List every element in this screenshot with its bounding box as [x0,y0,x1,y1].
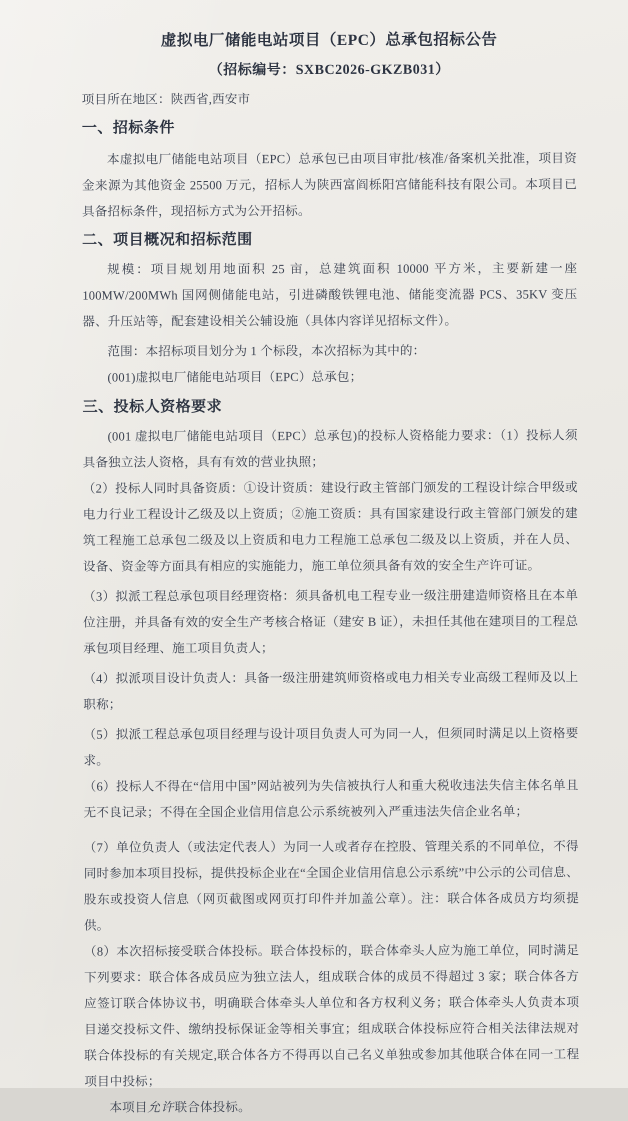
paragraph-qualification-7: （7）单位负责人（或法定代表人）为同一人或者存在控股、管理关系的不同单位，不得同时参加本项目投标，提供投标企业在“全国企业信用信息公示系统”中公示的公司信息、股东或投资人信息（网页截图或网页打印件并加盖公章）。注：联合体各成员方均须提供。 [83,839,579,933]
paragraph-qualification-1: (001 虚拟电厂储能电站项目（EPC）总承包)的投标人资格能力要求：（1）投标人须具备独立法人资格，具有有效的营业执照； [82,428,578,470]
section-heading-tender-conditions: 一、招标条件 [81,120,175,137]
paragraph-qualification-4: （4）拟派项目设计负责人：具备一级注册建筑师资格或电力相关专业高级工程师及以上职称； [83,670,579,712]
closing-suffix: 联合体投标。 [174,1100,251,1115]
paragraph-project-scale: 规模：项目规划用地面积 25 亩，总建筑面积 10000 平方米，主要新建一座 100MW/200MWh 国网侧储能电站，引进磷酸铁锂电池、储能变流器 PCS、35KV 变压器、升压站等，配套建设相关公辅设施（具体内容详见招标文件）。 [82,261,578,329]
paragraph-tender-scope: 范围：本招标项目划分为 1 个标段，本次招标为其中的： [107,343,426,359]
closing-consortium-statement [84,1093,579,1120]
paragraph-qualification-5: （5）拟派工程总承包项目经理与设计项目负责人可为同一人，但须同时满足以上资格要求。 [83,726,579,768]
document-title: 虚拟电厂储能电站项目（EPC）总承包招标公告 [160,31,498,50]
closing-prefix: 本项目 [109,1100,148,1115]
paragraph-qualification-3: （3）拟派工程总承包项目经理资格：须具备机电工程专业一级注册建造师资格且在本单位注册，并具备有效的安全生产考核合格证（建安 B 证），未担任其他在建项目的工程总承包项目经理、施工项目负责人； [83,588,579,656]
paragraph-qualification-2: （2）投标人同时具备资质：①设计资质：建设行政主管部门颁发的工程设计综合甲级或电力行业工程设计乙级及以上资质；②施工资质：具有国家建设行政主管部门颁发的建筑工程施工总承包二级及以上资质和电力工程施工总承包二级及以上资质，并在人员、设备、资金等方面具有相应的实施能力，施工单位须具备有效的安全生产许可证。 [82,480,578,574]
paragraph-bid-section-001: (001)虚拟电厂储能电站项目（EPC）总承包； [107,369,363,385]
paragraph-qualification-6: （6）投标人不得在“信用中国”网站被列为失信被执行人和重大税收违法失信主体名单且无不良记录；不得在全国企业信用信息公示系统被列入严重违法失信企业名单； [83,778,579,820]
tender-number: （招标编号：SXBC2026-GKZB031） [208,62,450,79]
project-location-line: 项目所在地区：陕西省,西安市 [81,92,251,107]
closing-emphasis: 允许 [147,1100,175,1115]
paragraph-qualification-8: （8）本次招标接受联合体投标。联合体投标的，联合体牵头人应为施工单位，同时满足下列要求：联合体各成员应为独立法人，组成联合体的成员不得超过 3 家；联合体各方应签订联合体协议书，明确联合体牵头人单位和各方权利义务；联合体牵头人负责本项目递交投标文件、缴纳投标保证金等相关事宜；组成联合体投标应符合相关法律法规对联合体投标的有关规定,联合体各方不得再以自己名义单独或参加其他联合体在同一工程项目中投标； [84,943,580,1089]
section-heading-project-overview: 二、项目概况和招标范围 [82,232,253,249]
paragraph-tender-conditions: 本虚拟电厂储能电站项目（EPC）总承包已由项目审批/核准/备案机关批准，项目资金来源为其他资金 25500 万元，招标人为陕西富阎栎阳宫储能科技有限公司。本项目已具备招标条件，现招标方式为公开招标。 [82,151,578,219]
section-heading-bidder-qualifications: 三、投标人资格要求 [82,399,223,416]
